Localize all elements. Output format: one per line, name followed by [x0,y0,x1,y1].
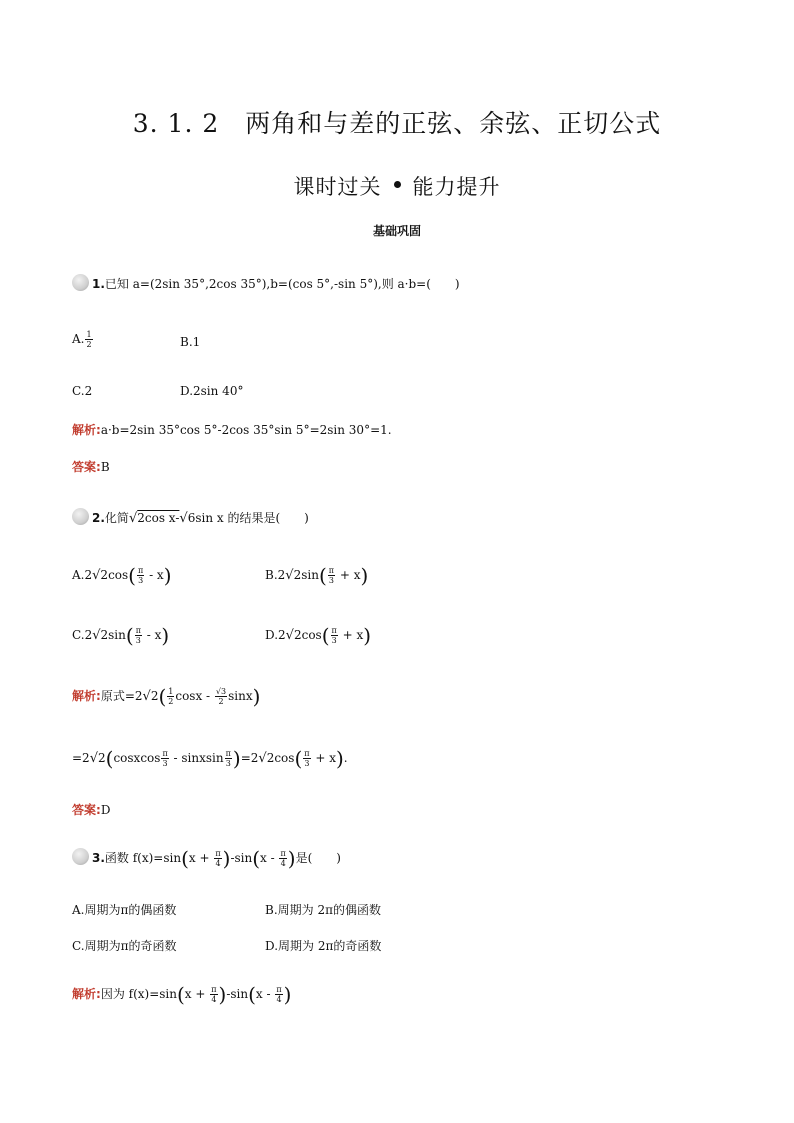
page-title: 3. 1. 2 两角和与差的正弦、余弦、正切公式 [132,109,662,138]
question-2-analysis: 解析:原式=2√2( $\frac{1}{2}$ cosx - $\frac{√3}{2}$ sinx) [72,684,261,709]
question-marker-icon [72,848,89,865]
question-2-answer: 答案:D [72,803,111,817]
question-3-option-c: C.周期为π的奇函数 [72,939,177,953]
question-2-option-d: D.2√2cos( $\frac{\pi}{3}$ + x) [265,623,372,648]
section-heading: 基础巩固 [372,224,421,238]
subtitle-left: 课时过关 [293,175,382,199]
question-2-option-b: B.2√2sin( $\frac{\pi}{3}$ + x) [265,563,369,588]
question-1-answer: 答案:B [72,460,110,474]
question-2-stem: 2.化简√2cos x-√6sin x 的结果是( ) [72,509,309,527]
page-subtitle [0,171,794,201]
question-3-option-a: A.周期为π的偶函数 [72,903,177,917]
subtitle-right: 能力提升 [412,175,501,199]
bullet-dot-icon [394,181,401,188]
question-1-option-b: B.1 [180,335,201,349]
question-marker-icon [72,274,89,291]
question-2-analysis-line-2: =2√2(cosxcos $\frac{\pi}{3}$ - sinxsin $\frac{\pi}{3}$ )=2√2cos( $\frac{\pi}{3}$ + x). [72,746,348,771]
question-1-option-a: A. $\frac{1}{2}$ [72,330,92,349]
question-1-option-d: D.2sin 40° [180,384,244,398]
question-2-option-a: A.2√2cos( $\frac{\pi}{3}$ - x) [72,563,172,588]
question-1-option-c: C.2 [72,384,93,398]
question-3-analysis: 解析:因为 f(x)=sin(x + $\frac{\pi}{4}$ )-sin(x - $\frac{\pi}{4}$ ) [72,982,292,1007]
question-3-stem: 3.函数 f(x)=sin(x + $\frac{\pi}{4}$ )-sin(x - $\frac{\pi}{4}$ )是( ) [72,849,341,868]
question-1-analysis: 解析:a·b=2sin 35°cos 5°-2cos 35°sin 5°=2sin 30°=1. [72,423,392,437]
fraction: $\frac{1}{2}$ [86,330,92,349]
question-2-option-c: C.2√2sin( $\frac{\pi}{3}$ - x) [72,623,170,648]
question-marker-icon [72,508,89,525]
question-3-option-b: B.周期为 2π的偶函数 [265,903,381,917]
question-1-stem: 1.已知 a=(2sin 35°,2cos 35°),b=(cos 5°,-sin 5°),则 a·b=( ) [72,275,460,293]
question-3-option-d: D.周期为 2π的奇函数 [265,939,382,953]
